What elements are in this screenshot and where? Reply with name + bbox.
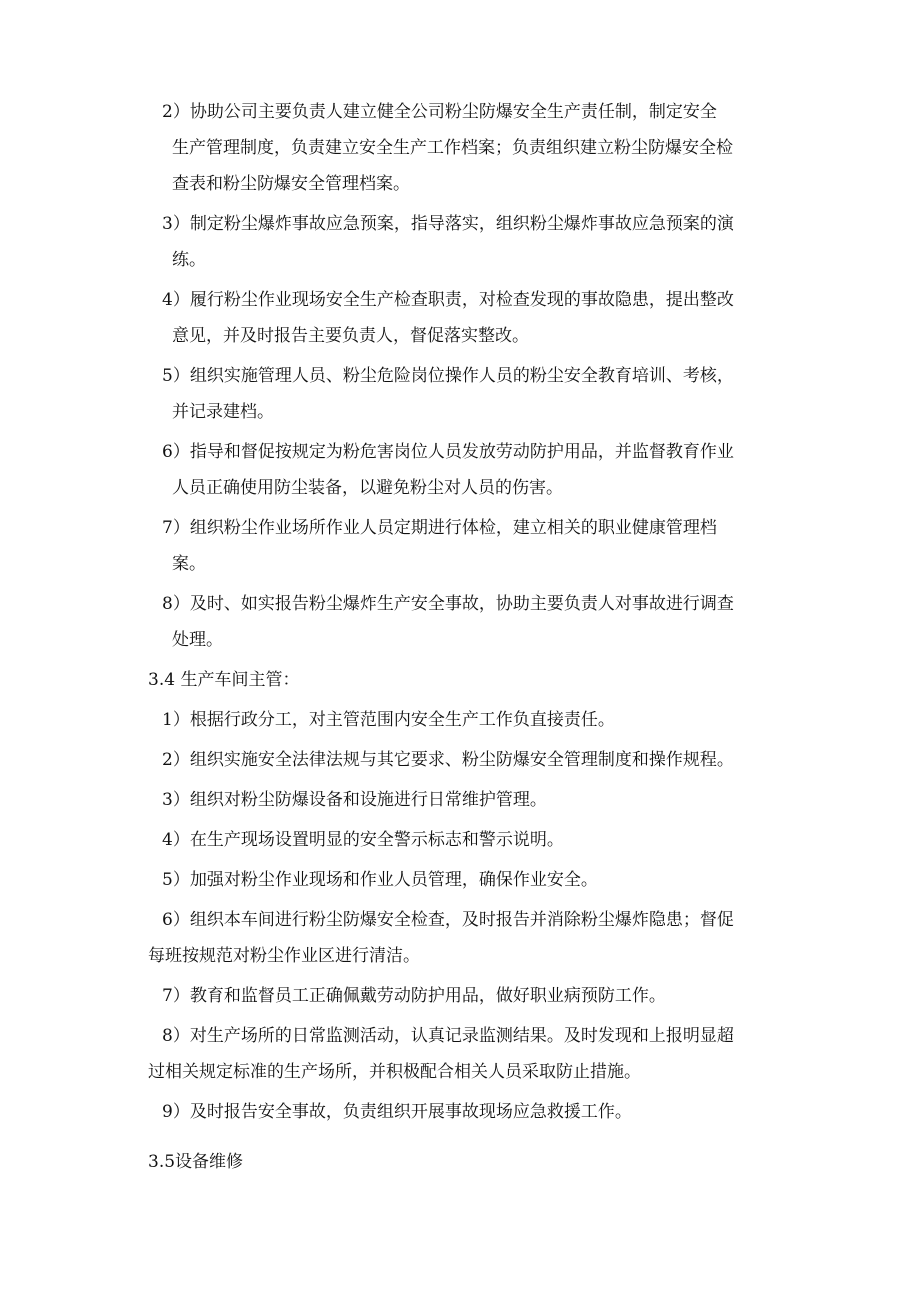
list-item-line: 9）及时报告安全事故，负责组织开展事故现场应急救援工作。 [162, 1102, 632, 1122]
list-item [148, 902, 808, 974]
list-item-line: 5）加强对粉尘作业现场和作业人员管理，确保作业安全。 [162, 870, 598, 890]
list-item-line: 案。 [172, 554, 206, 574]
list-item [148, 742, 808, 778]
list-item-line: 2）协助公司主要负责人建立健全公司粉尘防爆安全生产责任制，制定安全 [162, 102, 717, 122]
list-item [148, 978, 808, 1014]
list-item-line: 8）及时、如实报告粉尘爆炸生产安全事故，协助主要负责人对事故进行调查 [162, 594, 734, 614]
list-item-line: 过相关规定标准的生产场所，并积极配合相关人员采取防止措施。 [148, 1062, 641, 1082]
list-item [148, 94, 808, 202]
list-item [148, 358, 808, 430]
list-item-line: 意见，并及时报告主要负责人，督促落实整改。 [172, 326, 529, 346]
responsibility-list-workshop-supervisor [148, 702, 808, 1130]
list-item [148, 822, 808, 858]
list-item-line: 并记录建档。 [172, 402, 274, 422]
list-item-line: 每班按规范对粉尘作业区进行清洁。 [148, 946, 420, 966]
list-item-line: 练。 [172, 250, 206, 270]
list-item-line: 6）指导和督促按规定为粉危害岗位人员发放劳动防护用品，并监督教育作业 [162, 442, 734, 462]
list-item-line: 5）组织实施管理人员、粉尘危险岗位操作人员的粉尘安全教育培训、考核， [162, 366, 734, 386]
section-heading-3-5: 3.5设备维修 [148, 1152, 244, 1172]
list-item [148, 206, 808, 278]
list-item [148, 702, 808, 738]
list-item [148, 510, 808, 582]
section-heading-3-4: 3.4 生产车间主管： [148, 670, 300, 690]
list-item-line: 处理。 [172, 630, 223, 650]
list-item-line: 2）组织实施安全法律法规与其它要求、粉尘防爆安全管理制度和操作规程。 [162, 750, 734, 770]
list-item-line: 7）组织粉尘作业场所作业人员定期进行体检，建立相关的职业健康管理档 [162, 518, 717, 538]
list-item-line: 4）履行粉尘作业现场安全生产检查职责，对检查发现的事故隐患，提出整改 [162, 290, 734, 310]
list-item-line: 6）组织本车间进行粉尘防爆安全检查，及时报告并消除粉尘爆炸隐患；督促 [162, 910, 734, 930]
list-item [148, 434, 808, 506]
list-item [148, 782, 808, 818]
list-item [148, 1018, 808, 1090]
list-item [148, 862, 808, 898]
list-item-line: 人员正确使用防尘装备，以避免粉尘对人员的伤害。 [172, 478, 563, 498]
list-item-line: 3）组织对粉尘防爆设备和设施进行日常维护管理。 [162, 790, 547, 810]
list-item-line: 7）教育和监督员工正确佩戴劳动防护用品，做好职业病预防工作。 [162, 986, 666, 1006]
document-body [148, 94, 808, 1180]
list-item [148, 586, 808, 658]
list-item-line: 3）制定粉尘爆炸事故应急预案，指导落实，组织粉尘爆炸事故应急预案的演 [162, 214, 734, 234]
list-item-line: 查表和粉尘防爆安全管理档案。 [172, 174, 410, 194]
list-item [148, 1094, 808, 1130]
responsibility-list-safety-manager [148, 94, 808, 658]
list-item-line: 1）根据行政分工，对主管范围内安全生产工作负直接责任。 [162, 710, 615, 730]
list-item-line: 4）在生产现场设置明显的安全警示标志和警示说明。 [162, 830, 564, 850]
list-item [148, 282, 808, 354]
list-item-line: 生产管理制度，负责建立安全生产工作档案；负责组织建立粉尘防爆安全检 [172, 138, 733, 158]
list-item-line: 8）对生产场所的日常监测活动，认真记录监测结果。及时发现和上报明显超 [162, 1026, 734, 1046]
